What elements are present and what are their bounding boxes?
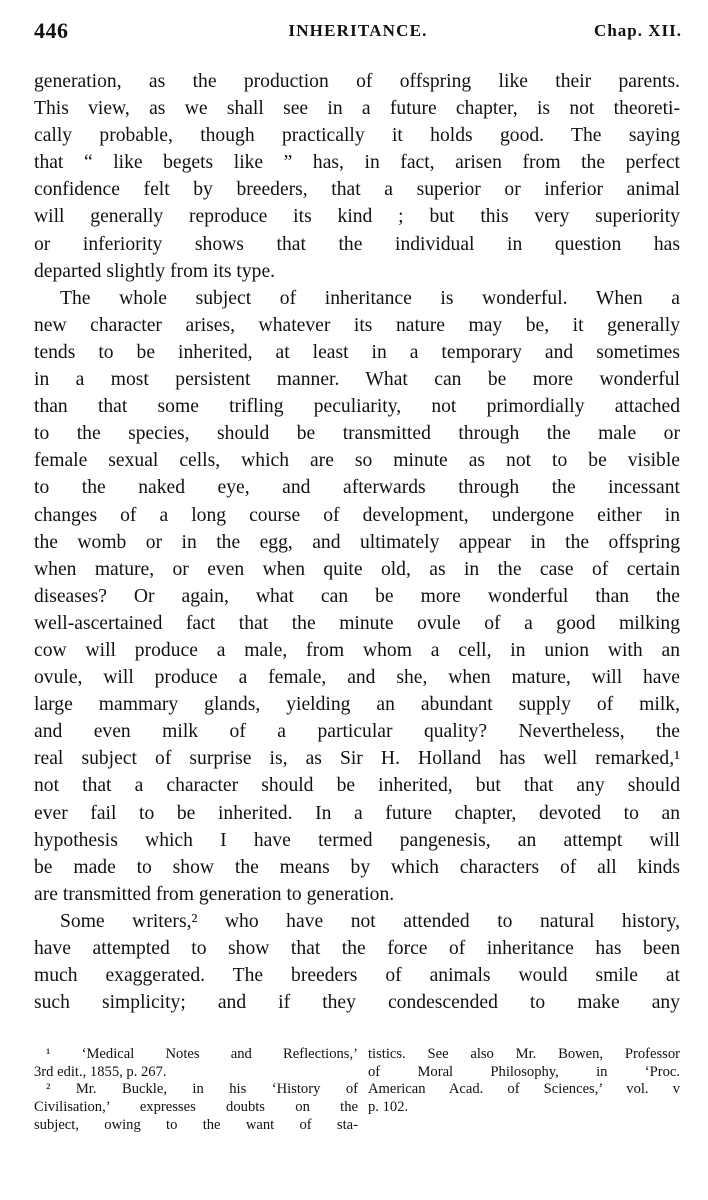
text-line: not that a character should be inherited, but that any should [34,775,680,797]
footnote-line: ¹ ‘Medical Notes and Reflections,’ [46,1046,358,1062]
text-line: female sexual cells, which are so minute as not to be visible [34,450,680,472]
text-line: such simplicity; and if they condescended to make any [34,992,680,1014]
text-line: large mammary glands, yielding an abundant supply of milk, [34,694,680,716]
text-line: ever fail to be inherited. In a future chapter, devoted to an [34,802,680,824]
text-line: are transmitted from generation to generation. [34,883,395,905]
footnotes-left-column [34,1046,358,1134]
paragraph-start-line: The whole subject of inheritance is wonderful. When a [60,287,680,309]
page-header [34,18,682,50]
footnote-line: p. 102. [368,1099,409,1116]
text-line: departed slightly from its type. [34,260,276,282]
text-line: new character arises, whatever its nature may be, it generally [34,314,680,336]
text-line: to the species, should be transmitted through the male or [34,423,680,445]
running-title: INHERITANCE. [288,21,428,40]
page-number: 446 [34,18,69,43]
text-line: well-ascertained fact that the minute ovule of a good milking [34,612,680,634]
text-line: than that some trifling peculiarity, not primordially attached [34,396,680,418]
text-line: have attempted to show that the force of inheritance has been [34,938,680,959]
text-line: in a most persistent manner. What can be more wonderful [34,369,680,391]
text-line: much exaggerated. The breeders of animals would smile at [34,965,680,987]
text-line: real subject of surprise is, as Sir H. Holland has well remarked,¹ [34,748,680,770]
footnote-line: ² Mr. Buckle, in his ‘History of [46,1081,358,1098]
text-line: diseases? Or again, what can be more wonderful than the [34,585,680,607]
footnote-line: American Acad. of Sciences,’ vol. v [368,1081,680,1098]
text-line: ovule, will produce a female, and she, when mature, will have [34,667,680,689]
text-line: hypothesis which I have termed pangenesis, an attempt will [34,829,680,851]
footnotes-right-column [368,1046,680,1117]
text-line: will generally reproduce its kind ; but this very superiority [34,206,680,228]
text-line: This view, as we shall see in a future chapter, is not theoreti- [34,98,680,120]
text-line: to the naked eye, and afterwards through the incessant [34,477,680,499]
text-line: cow will produce a male, from whom a cell, in union with an [34,639,680,661]
text-line: and even milk of a particular quality? Nevertheless, the [34,721,680,743]
footnote-line: Civilisation,’ expresses doubts on the [34,1099,358,1116]
text-line: tends to be inherited, at least in a temporary and sometimes [34,341,680,363]
text-line: or inferiority shows that the individual in question has [34,233,680,255]
text-line: changes of a long course of development, undergone either in [34,504,680,526]
text-line: when mature, or even when quite old, as in the case of certain [34,558,680,580]
body-text [34,68,680,1016]
text-line: that “ like begets like ” has, in fact, arisen from the perfect [34,152,680,174]
text-line: the womb or in the egg, and ultimately appear in the offspring [34,531,680,553]
paragraph-start-line: Some writers,² who have not attended to natural history, [60,910,680,932]
text-line: confidence felt by breeders, that a superior or inferior animal [34,179,680,201]
chapter-label: Chap. XII. [594,21,682,40]
footnote-line: tistics. See also Mr. Bowen, Professor [368,1046,680,1062]
footnote-line: 3rd edit., 1855, p. 267. [34,1063,167,1080]
text-line: be made to show the means by which characters of all kinds [34,856,680,878]
footnote-line: subject, owing to the want of sta- [34,1116,358,1133]
text-line: generation, as the production of offspring like their parents. [34,71,680,92]
footnote-line: of Moral Philosophy, in ‘Proc. [368,1063,680,1080]
text-line: cally probable, though practically it holds good. The saying [34,125,680,147]
